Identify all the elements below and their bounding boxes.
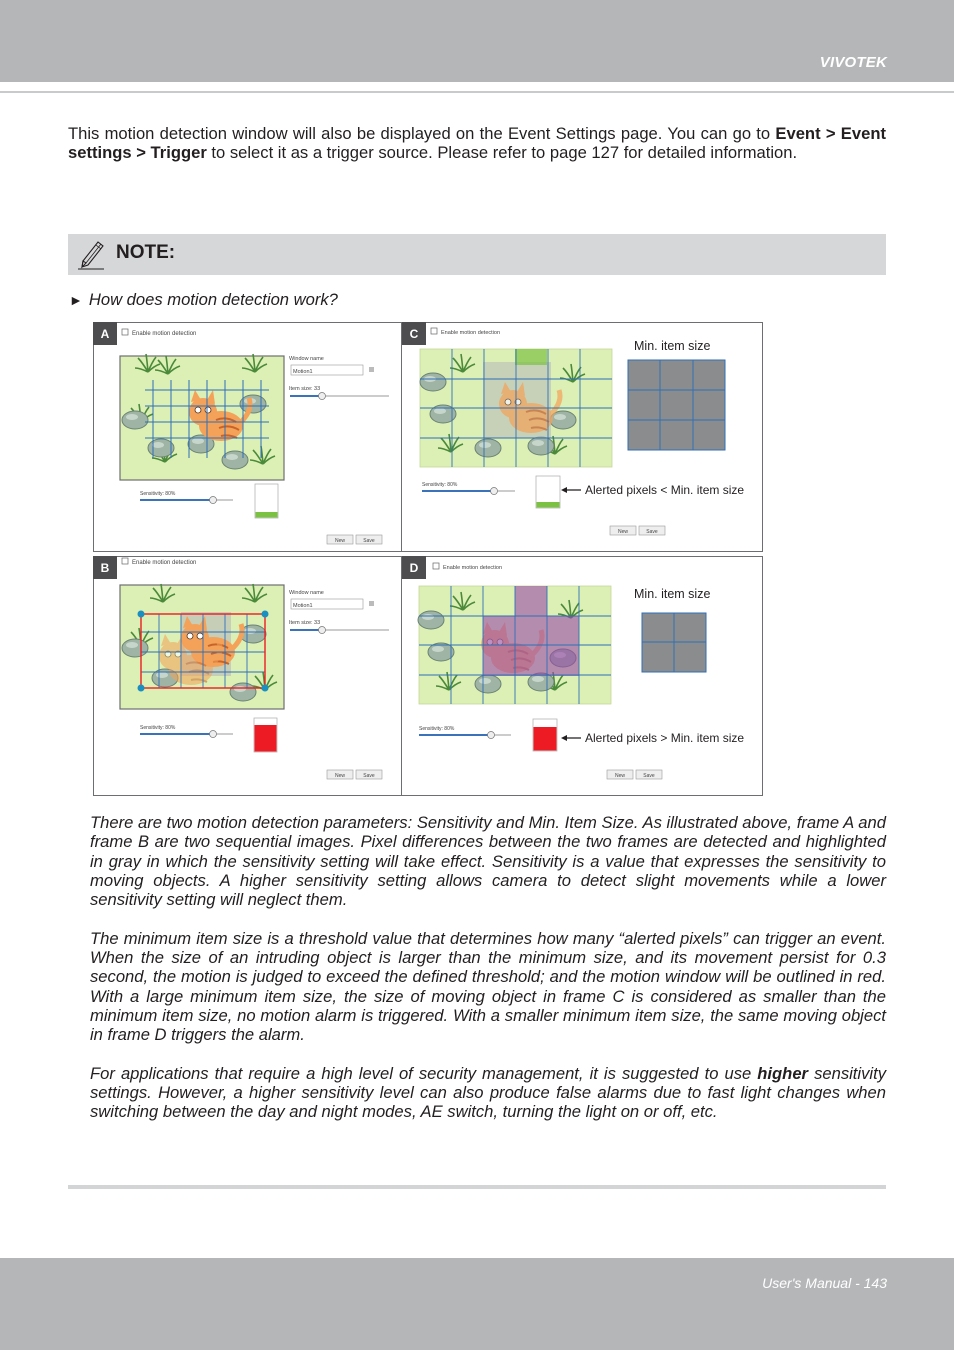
panel-d-sensitivity-slider[interactable] [488, 732, 495, 739]
panel-c-sensitivity-label: Sensitivity: 80% [422, 482, 458, 488]
svg-text:Save: Save [643, 773, 655, 779]
panel-d-sensitivity-label: Sensitivity: 80% [419, 726, 455, 732]
panel-c-caption: Alerted pixels < Min. item size [585, 483, 745, 497]
intro-paragraph [68, 124, 886, 163]
paragraph-min-item-size: The minimum item size is a threshold value that determines how many “alerted pixels” can trigger an event. When the size of an intruding object is larger than the minimum size, and its movement persist for 0.3 second, the motion is judged to exceed the defined threshold; and the motion window will be outlined in red. With a large minimum item size, the size of moving object in frame C is considered as smaller than the minimum item size, no motion alarm is triggered. With a smaller minimum item size, the same moving object in frame D triggers the alarm. [90, 928, 886, 1045]
panel-a-enable-label: Enable motion detection [132, 331, 197, 337]
svg-text:Save: Save [363, 773, 375, 779]
panel-a-letter: A [100, 327, 110, 341]
panel-b-letter: B [100, 561, 110, 575]
brand-logo: VIVOTEK [819, 54, 887, 71]
panel-b-handle[interactable] [262, 685, 269, 692]
header-rule [0, 91, 954, 93]
panel-c-sensitivity-slider[interactable] [491, 488, 498, 495]
panel-a-window-name-label: Window name [289, 356, 324, 362]
panel-d-min-size-label: Min. item size [634, 587, 711, 601]
svg-text:New: New [614, 773, 626, 779]
page-number: User's Manual - 143 [762, 1275, 887, 1291]
question-heading [69, 290, 338, 310]
svg-text:New: New [617, 529, 629, 535]
svg-text:New: New [334, 773, 346, 779]
pencil-icon [76, 237, 108, 271]
intro-text-1: This motion detection window will also be displayed on the Event Settings page. You can go to [68, 124, 776, 143]
paragraph-security: For applications that require a high level of security management, it is suggested to use higher sensitivity settings. However, a higher sensitivity level can also produce false alarms due to fast light changes when switching between the day and night modes, AE switch, turning the light on or off, etc. [90, 1063, 886, 1122]
paragraph-sensitivity: There are two motion detection parameters: Sensitivity and Min. Item Size. As illustrated above, frame A and frame B are two sequential images. Pixel differences between the two frames are detected and highlighted in gray in which the sensitivity setting will take effect. Sensitivity is a value that expresses the sensitivity to moving objects. A higher sensitivity setting allows camera to detect slight movements while a lower sensitivity setting will neglect them. [90, 813, 886, 910]
panel-a-item-size-label: Item size: 33 [289, 386, 321, 392]
panel-b-window-name-value: Motion1 [293, 603, 313, 609]
panel-b-enable-label: Enable motion detection [132, 560, 197, 566]
panel-b-delete-icon[interactable] [369, 601, 374, 606]
question-text: How does motion detection work? [88, 290, 338, 309]
panel-b-handle[interactable] [262, 611, 269, 618]
panel-b-item-size-slider[interactable] [319, 627, 326, 634]
intro-text-2: to select it as a trigger source. Please refer to page 127 for detailed information. [206, 143, 798, 163]
panel-c-letter: C [409, 327, 419, 341]
panel-a-sensitivity-label: Sensitivity: 80% [140, 491, 176, 497]
panel-c-min-size-label: Min. item size [634, 339, 711, 353]
triangle-bullet-icon: ► [69, 292, 83, 308]
panel-b-sensitivity-slider[interactable] [210, 731, 217, 738]
panel-b-handle[interactable] [138, 685, 145, 692]
explanation-paragraphs [90, 813, 886, 1141]
panel-a-sensitivity-slider[interactable] [210, 497, 217, 504]
header-bar [0, 0, 954, 82]
panel-d-caption: Alerted pixels > Min. item size [585, 731, 745, 745]
panel-d-letter: D [409, 561, 419, 575]
panel-a-window-name-value: Motion1 [293, 369, 313, 375]
svg-text:Save: Save [646, 529, 658, 535]
panel-d-alerted-pixels [483, 616, 579, 676]
note-label: NOTE: [116, 242, 176, 263]
panel-c-enable-label: Enable motion detection [441, 330, 501, 336]
panel-b-handle[interactable] [138, 611, 145, 618]
panel-a-item-size-slider[interactable] [319, 393, 326, 400]
motion-detection-figure [93, 322, 763, 796]
footer-rule [68, 1185, 886, 1189]
note-bar [68, 234, 886, 275]
panel-c-min-size-grid [628, 360, 725, 450]
intro-menu-path: Event > Event settings > Trigger [68, 124, 886, 163]
svg-text:New: New [334, 538, 346, 544]
panel-b-window-name-label: Window name [289, 590, 324, 596]
svg-text:Save: Save [363, 538, 375, 544]
panel-d-enable-label: Enable motion detection [443, 565, 503, 571]
footer-bar [0, 1258, 954, 1350]
panel-d-min-size-grid [642, 613, 706, 672]
panel-b-sensitivity-label: Sensitivity: 80% [140, 725, 176, 731]
panel-b-item-size-label: Item size: 33 [289, 620, 321, 626]
panel-a-delete-icon[interactable] [369, 367, 374, 372]
